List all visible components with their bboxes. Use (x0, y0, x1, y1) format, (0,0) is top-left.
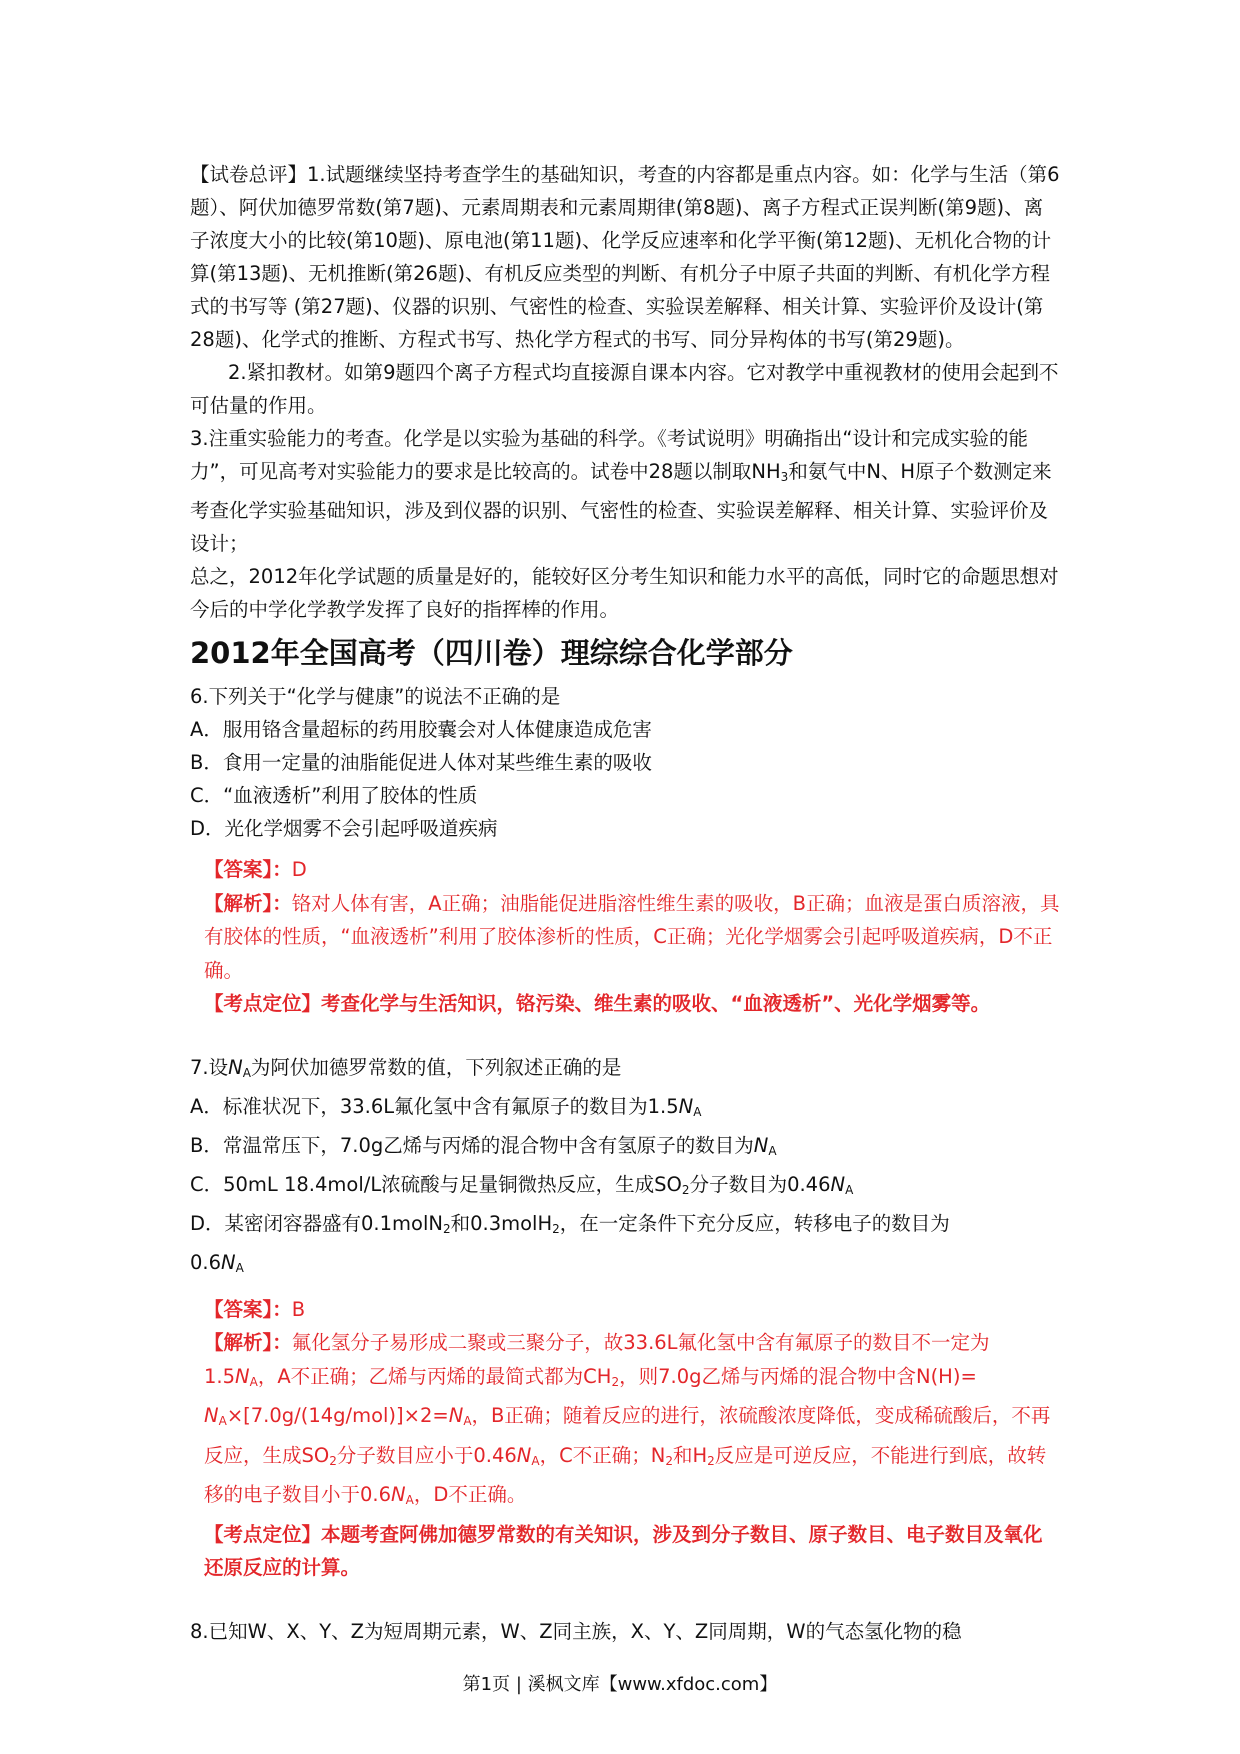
q6-option-d: D．光化学烟雾不会引起呼吸道疾病 (190, 817, 498, 840)
na-symbol: N (391, 1483, 406, 1506)
q7-option-b-text: B．常温常压下，7.0g乙烯与丙烯的混合物中含有氢原子的数目为 (190, 1133, 754, 1157)
q7-answer-label: 【答案】： (204, 1297, 292, 1321)
h2-subscript: 2 (707, 1453, 715, 1468)
na-subscript: A (845, 1182, 854, 1197)
na-subscript: A (463, 1414, 472, 1428)
q7-analysis-label: 【解析】： (204, 1331, 292, 1354)
q7-analysis-part: ，A不正确；乙烯与丙烯的最简式都为CH (257, 1364, 612, 1388)
na-symbol: N (678, 1094, 694, 1118)
na-subscript: A (235, 1260, 244, 1275)
q6-point (190, 987, 1060, 1021)
na-subscript: A (218, 1414, 227, 1428)
n2-subscript: 2 (665, 1453, 673, 1468)
na-symbol: N (753, 1133, 769, 1157)
q7-analysis-part: ，B正确；随着反应的进行，浓硫酸浓度降低，变成稀硫酸后，不再反应，生成SO (204, 1404, 1051, 1467)
q6-option-b: B．食用一定量的油脂能促进人体对某些维生素的吸收 (190, 751, 652, 774)
q6-stem: 6.下列关于“化学与健康”的说法不正确的是 (190, 685, 561, 708)
q7-analysis-part: 分子数目应小于0.46 (336, 1443, 517, 1467)
q6-answer (190, 853, 1060, 887)
q7-analysis-part: 氟化氢分子易形成二聚或三聚分子，故33.6L氟化氢中含有氟原子的数目不一定为1.5 (204, 1331, 990, 1388)
q7-option-d-text-c: ，在一定条件下充分反应，转移电子的数目为 (559, 1211, 950, 1235)
section-heading: 2012年全国高考（四川卷）理综综合化学部分 (190, 636, 793, 670)
q6-option-a: A．服用铬含量超标的药用胶囊会对人体健康造成危害 (190, 718, 652, 741)
review-paragraph-4: 总之，2012年化学试题的质量是好的，能较好区分考生知识和能力水平的高低，同时它的命题思想对今后的中学化学教学发挥了良好的指挥棒的作用。 (190, 565, 1059, 621)
q7-answer-value: B (291, 1297, 306, 1321)
so2-subscript: 2 (681, 1182, 690, 1197)
q7-stem (190, 1051, 1060, 1090)
q7-option-d-text-d: 0.6 (190, 1250, 222, 1274)
q7-stem-a: 7.设 (190, 1055, 229, 1079)
na-symbol: N (448, 1404, 464, 1427)
q7-stem-b: 为阿伏加德罗常数的值，下列叙述正确的是 (250, 1055, 622, 1079)
na-subscript: A (249, 1374, 258, 1389)
na-subscript: A (693, 1104, 702, 1119)
so2-subscript: 2 (329, 1453, 337, 1468)
q7-analysis-part: ，则7.0g乙烯与丙烯的混合物中含N(H)= (619, 1364, 977, 1388)
q7-analysis (190, 1326, 1060, 1518)
q8-stem: 8.已知W、X、Y、Z为短周期元素，W、Z同主族，X、Y、Z同周期，W的气态氢化物的稳 (190, 1619, 962, 1643)
q7-option-c-text-b: 分子数目为0.46 (689, 1172, 831, 1196)
page-content (190, 158, 1060, 1648)
q6-option-c: C．“血液透析”利用了胶体的性质 (190, 784, 478, 807)
q7-option-d-text-a: D．某密闭容器盛有0.1molN (190, 1211, 443, 1235)
q7-point-label: 【考点定位】 (204, 1522, 322, 1546)
q7-point (190, 1518, 1060, 1585)
q6-analysis (190, 887, 1060, 988)
na-symbol: N (204, 1404, 219, 1427)
review-paragraph-1: 【试卷总评】1.试题继续坚持考查学生的基础知识，考查的内容都是重点内容。如：化学与生活（第6题）、阿伏加德罗常数(第7题)、元素周期表和元素周期律(第8题)、离子方程式正误判断(第9题)、离子浓度大小的比较(第10题)、原电池(第11题)、化学反应速率和化学平衡(第12题)、无机化合物的计算(第13题)、无机推断(第26题)、有机反应类型的判断、有机分子中原子共面的判断、有机化学方程式的书写等 (第27题)、仪器的识别、气密性的检查、实验误差解释、相关计算、实验评价及设计(第28题)、化学式的推断、方程式书写、热化学方程式的书写、同分异构体的书写(第29题)。 (190, 163, 1060, 351)
q7-option-d (190, 1207, 1060, 1285)
q6-answer-label: 【答案】： (204, 858, 292, 881)
review-paragraph-2: 2.紧扣教材。如第9题四个离子方程式均直接源自课本内容。它对教学中重视教材的使用会起到不可估量的作用。 (190, 361, 1059, 417)
review-p3-part-b: 和氨气中N、H原子个数测定来考查化学实验基础知识，涉及到仪器的识别、气密性的检查、实验误差解释、相关计算、实验评价及设计； (190, 460, 1052, 555)
nh3-subscript: 3 (780, 470, 789, 484)
na-subscript: A (242, 1065, 251, 1080)
q7-option-c-text-a: C．50mL 18.4mol/L浓硫酸与足量铜微热反应，生成SO (190, 1172, 682, 1196)
na-symbol: N (235, 1364, 250, 1388)
review-p3-part-a: 3.注重实验能力的考查。化学是以实验为基础的科学。《考试说明》明确指出“设计和完成实验的能力”，可见高考对实验能力的要求是比较高的。试卷中28题以制取NH (190, 427, 1028, 483)
q7-analysis-part: ，C不正确；N (539, 1443, 666, 1467)
q7-analysis-part: 和H (672, 1443, 708, 1467)
q6-analysis-label: 【解析】： (204, 891, 292, 915)
na-symbol: N (830, 1172, 846, 1196)
na-subscript: A (405, 1493, 414, 1507)
q7-analysis-part: 反应是可逆反应，不能进行到底，故转移的电子数目小于0.6 (204, 1443, 1047, 1506)
q7-option-b (190, 1129, 1060, 1168)
spacer (190, 1585, 1060, 1615)
q7-analysis-part: ×[7.0g/(14g/mol)]×2= (226, 1404, 449, 1427)
q6-point-text: 考查化学与生活知识，铬污染、维生素的吸收、“血液透析”、光化学烟雾等。 (321, 992, 991, 1015)
ch2-subscript: 2 (611, 1374, 620, 1389)
h2-subscript: 2 (552, 1221, 560, 1236)
page-footer: 第1页 | 溪枫文库【www.xfdoc.com】 (462, 1674, 778, 1695)
q7-option-a-text: A．标准状况下，33.6L氟化氢中含有氟原子的数目为1.5 (190, 1094, 679, 1118)
na-subscript: A (531, 1453, 540, 1468)
na-symbol: N (516, 1443, 532, 1467)
q7-analysis-part: ，D不正确。 (413, 1483, 527, 1506)
n2-subscript: 2 (442, 1221, 451, 1236)
spacer (190, 1021, 1060, 1051)
review-paragraph-3 (190, 422, 1060, 560)
q7-point-text: 本题考查阿佛加德罗常数的有关知识，涉及到分子数目、原子数目、电子数目及氧化还原反应的计算。 (204, 1522, 1043, 1579)
q6-point-label: 【考点定位】 (204, 992, 322, 1015)
na-subscript: A (768, 1143, 777, 1158)
q7-answer (190, 1293, 1060, 1327)
q6-analysis-text: 铬对人体有害，A正确；油脂能促进脂溶性维生素的吸收，B正确；血液是蛋白质溶液，具有胶体的性质，“血液透析”利用了胶体渗析的性质，C正确；光化学烟雾会引起呼吸道疾病，D不正确。 (204, 891, 1060, 982)
q7-option-a (190, 1090, 1060, 1129)
q7-option-d-text-b: 和0.3molH (450, 1211, 553, 1235)
na-symbol: N (228, 1055, 243, 1079)
q7-option-c (190, 1168, 1060, 1207)
q6-answer-value: D (291, 858, 307, 881)
na-symbol: N (221, 1250, 236, 1274)
